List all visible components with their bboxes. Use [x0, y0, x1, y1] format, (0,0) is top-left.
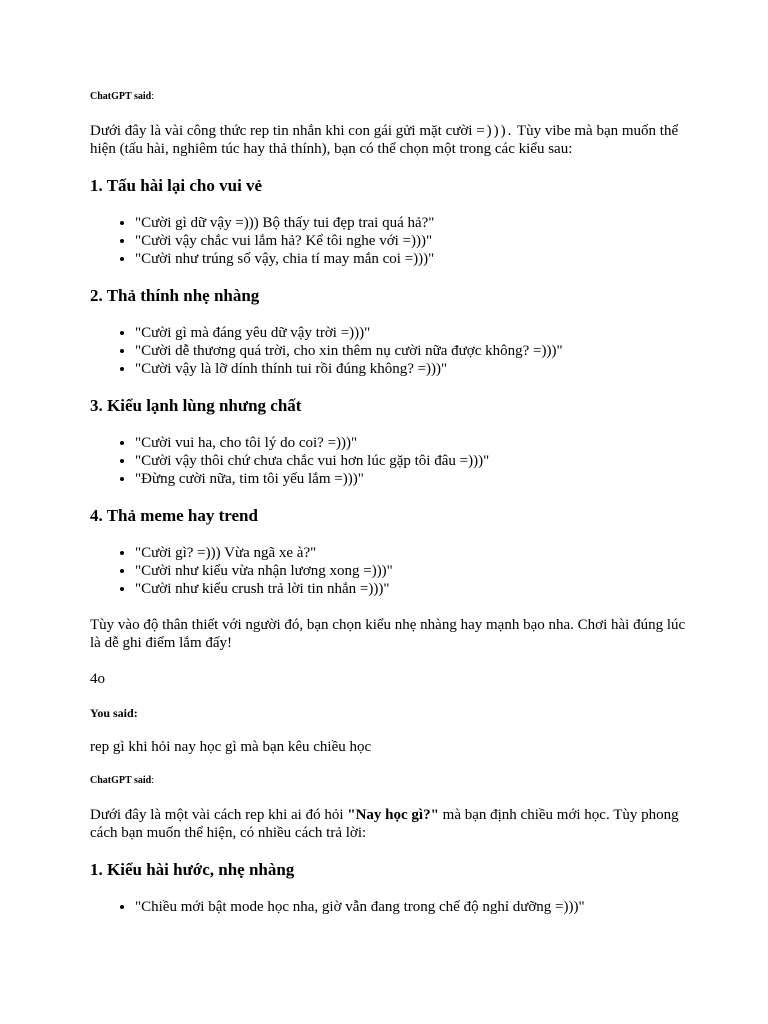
list-item: • "Cười vui ha, cho tôi lý do coi? =)))" [135, 434, 690, 452]
user-message: rep gì khi hỏi nay học gì mà bạn kêu chiều học [90, 739, 372, 755]
bullet-list [90, 544, 690, 598]
quoted-question: "Nay học gì?" [347, 807, 439, 823]
bullet-list [90, 434, 690, 488]
list-item: • "Cười như trúng số vậy, chia tí may mắn coi =)))" [135, 250, 690, 268]
model-tag: 4o [90, 671, 105, 687]
bullet-list [90, 324, 690, 378]
list-item: • "Cười dễ thương quá trời, cho xin thêm nụ cười nữa được không? =)))" [135, 342, 690, 360]
section-heading: 1. Tấu hài lại cho vui vẻ [90, 176, 263, 195]
document-page [90, 90, 690, 934]
list-item: • "Cười gì dữ vậy =))) Bộ thấy tui đẹp trai quá hả?" [135, 214, 690, 232]
speaker-label-user: You said: [90, 706, 138, 720]
list-item: • "Cười gì mà đáng yêu dữ vậy trời =)))" [135, 324, 690, 342]
list-item: • "Cười vậy là lỡ dính thính tui rồi đúng không? =)))" [135, 360, 690, 378]
speaker-label-chatgpt: ChatGPT said: [90, 91, 155, 102]
section-heading: 2. Thả thính nhẹ nhàng [90, 286, 260, 305]
section-heading: 3. Kiểu lạnh lùng nhưng chất [90, 396, 302, 415]
list-item: • "Cười vậy chắc vui lắm hả? Kể tôi nghe với =)))" [135, 232, 690, 250]
section-heading: 1. Kiểu hài hước, nhẹ nhàng [90, 860, 295, 879]
list-item: • "Đừng cười nữa, tim tôi yếu lắm =)))" [135, 470, 690, 488]
list-item: • "Chiều mới bật mode học nha, giờ vẫn đang trong chế độ nghỉ dưỡng =)))" [135, 898, 690, 916]
intro-paragraph: Dưới đây là một vài cách rep khi ai đó hỏi "Nay học gì?" mà bạn định chiều mới học. Tùy phong cách bạn muốn thể hiện, có nhiều cách trả lời: [90, 807, 679, 841]
bullet-list [90, 214, 690, 268]
section-heading: 4. Thả meme hay trend [90, 506, 258, 525]
list-item: • "Cười gì? =))) Vừa ngã xe à?" [135, 544, 690, 562]
list-item: • "Cười như kiểu crush trả lời tin nhắn =)))" [135, 580, 690, 598]
bullet-list [90, 898, 690, 916]
intro-paragraph: Dưới đây là vài công thức rep tin nhắn khi con gái gửi mặt cười =))). Tùy vibe mà bạn muốn thể hiện (tấu hài, nghiêm túc hay thả thính), bạn có thể chọn một trong các kiểu sau: [90, 123, 679, 157]
speaker-label-chatgpt: ChatGPT said: [90, 775, 155, 786]
closing-paragraph: Tùy vào độ thân thiết với người đó, bạn chọn kiểu nhẹ nhàng hay mạnh bạo nha. Chơi hài đúng lúc là dễ ghi điểm lắm đấy! [90, 617, 686, 651]
list-item: • "Cười vậy thôi chứ chưa chắc vui hơn lúc gặp tôi đâu =)))" [135, 452, 690, 470]
list-item: • "Cười như kiểu vừa nhận lương xong =)))" [135, 562, 690, 580]
